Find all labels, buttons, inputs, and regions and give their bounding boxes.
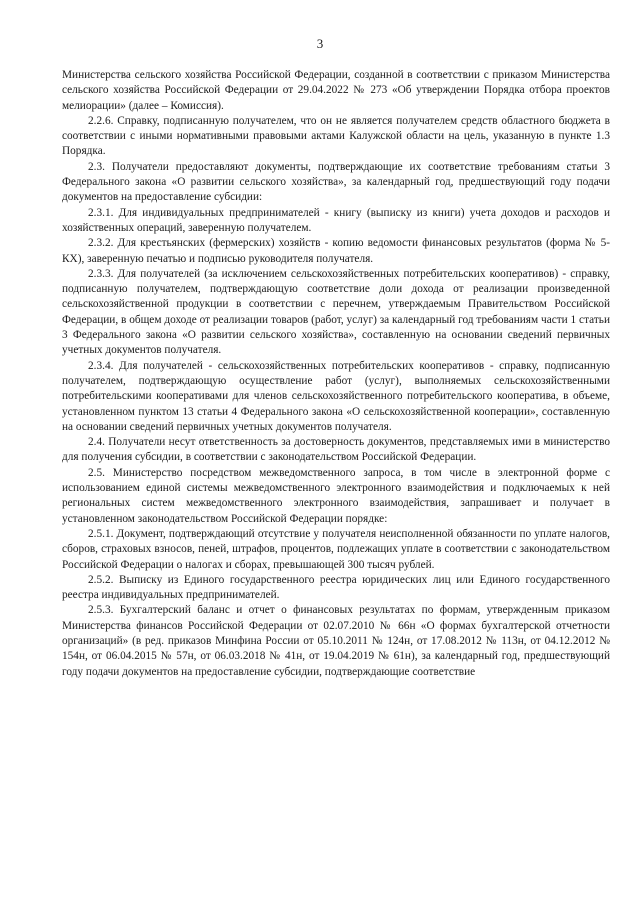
paragraph-2-3-4: 2.3.4. Для получателей - сельскохозяйственных потребительских кооперативов - справку, подписанную получателем, подтверждающую осуществление работ (услуг), выполняемых сельскохозяйственными потребительскими кооперативами для членов сельскохозяйственного потребительского кооператива, в объеме, установленном пунктом 13 статьи 4 Федерального закона «О сельскохозяйственной кооперации», составленную на основании сведений первичных учетных документов получателя.	[62, 359, 610, 433]
paragraph-2-5-2: 2.5.2. Выписку из Единого государственного реестра юридических лиц или Единого государственного реестра индивидуальных предпринимателей.	[62, 573, 610, 602]
paragraph-2-3-3: 2.3.3. Для получателей (за исключением сельскохозяйственных потребительских кооперативов) - справку, подписанную получателем, подтверждающую соответствие доли дохода от реализации произведенной сельскохозяйственной продукции в соответствии с перечнем, утверждаемым Правительством Российской Федерации, в общем доходе от реализации товаров (работ, услуг) за календарный год требованиям части 1 статьи 3 Федерального закона «О развитии сельского хозяйства», составленную на основании сведений первичных учетных документов получателя.	[62, 267, 610, 357]
page-number: 3	[316, 36, 324, 51]
paragraph-2-5-1: 2.5.1. Документ, подтверждающий отсутствие у получателя неисполненной обязанности по уплате налогов, сборов, страховых взносов, пеней, штрафов, процентов, подлежащих уплате в соответствии с законодательством Российской Федерации о налогах и сборах, превышающей 300 тысяч рублей.	[62, 527, 610, 571]
paragraph-2-5: 2.5. Министерство посредством межведомственного запроса, в том числе в электронной форме с использованием единой системы межведомственного электронного взаимодействия и подключаемых к ней региональных систем межведомственного электронного взаимодействия, запрашивает и получает в установленном законодательством Российской Федерации порядке:	[62, 466, 610, 525]
paragraph-2-5-3: 2.5.3. Бухгалтерский баланс и отчет о финансовых результатах по формам, утвержденным приказом Министерства финансов Российской Федерации от 02.07.2010 № 66н «О формах бухгалтерской отчетности организаций» (в ред. приказов Минфина России от 05.10.2011 № 124н, от 17.08.2012 № 113н, от 04.12.2012 № 154н, от 06.04.2015 № 57н, от 06.03.2018 № 41н, от 19.04.2019 № 61н), за календарный год, предшествующий году подачи документов на предоставление субсидии, подтверждающие соответствие	[62, 604, 610, 678]
paragraph-2-4: 2.4. Получатели несут ответственность за достоверность документов, представляемых ими в министерство для получения субсидии, в соответствии с законодательством Российской Федерации.	[62, 436, 610, 464]
paragraph-continuation: Министерства сельского хозяйства Российской Федерации, созданной в соответствии с приказом Министерства сельского хозяйства Российской Федерации от 29.04.2022 № 273 «Об утверждении Порядка отбора проектов мелиорации» (далее – Комиссия).	[62, 69, 610, 112]
paragraph-2-2-6: 2.2.6. Справку, подписанную получателем, что он не является получателем средств областного бюджета в соответствии с иными нормативными правовыми актами Калужской области на цель, указанную в пункте 1.3 Порядка.	[62, 114, 610, 158]
paragraph-2-3-2: 2.3.2. Для крестьянских (фермерских) хозяйств - копию ведомости финансовых результатов (форма № 5-КХ), заверенную печатью и подписью руководителя получателя.	[62, 237, 610, 265]
paragraph-2-3: 2.3. Получатели предоставляют документы, подтверждающие их соответствие требованиям статьи 3 Федерального закона «О развитии сельского хозяйства», за календарный год, предшествующий году подачи документов на предоставление субсидии:	[62, 160, 610, 204]
document-body	[62, 68, 610, 680]
paragraph-2-3-1: 2.3.1. Для индивидуальных предпринимателей - книгу (выписку из книги) учета доходов и расходов и хозяйственных операций, заверенную получателем.	[62, 206, 610, 234]
